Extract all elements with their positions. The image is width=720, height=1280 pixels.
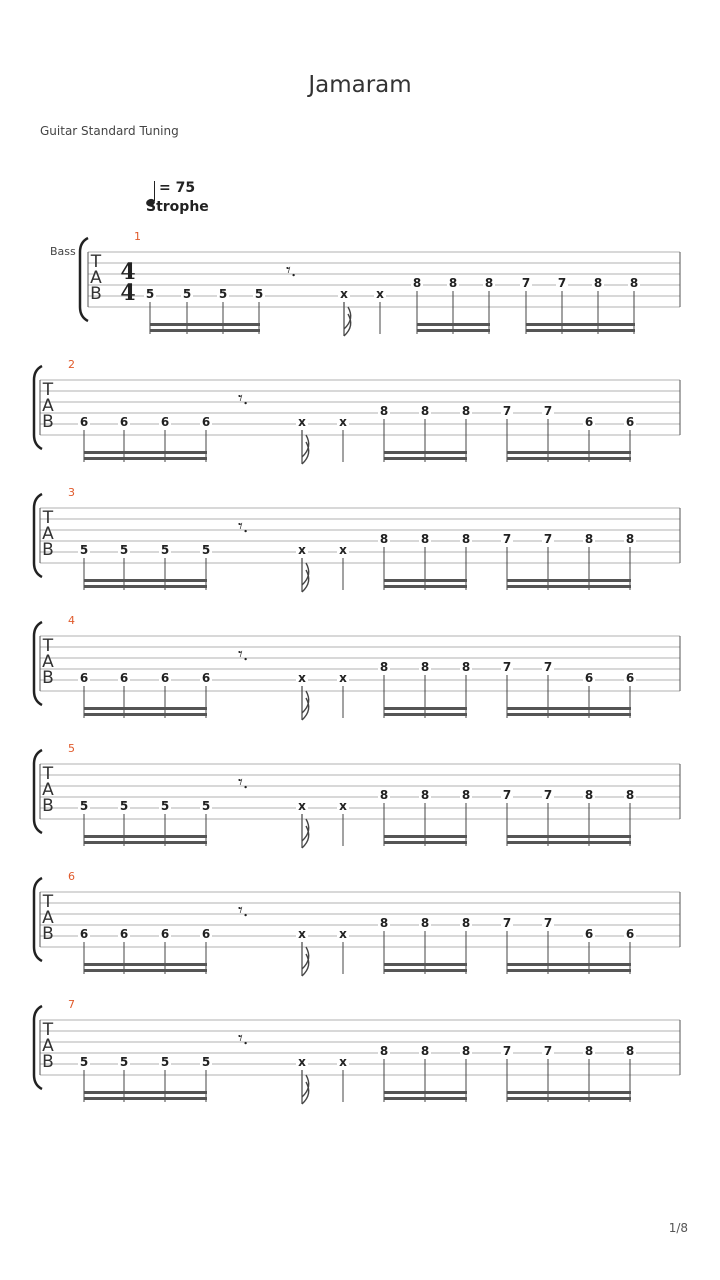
fret-number: 7 [543,788,553,802]
fret-number: 5 [201,1055,211,1069]
fret-number: 8 [484,276,494,290]
note-beam [84,963,207,966]
fret-number: 7 [521,276,531,290]
dead-note: x [339,671,347,685]
fret-number: 6 [584,415,594,429]
dead-note: x [376,287,384,301]
fret-number: 5 [79,543,89,557]
dead-note: x [298,927,306,941]
fret-number: 6 [201,671,211,685]
note-beam [384,451,467,454]
fret-number: 8 [420,532,430,546]
tempo-bpm: 75 [175,180,196,196]
fret-number: 6 [79,415,89,429]
fret-number: 5 [145,287,155,301]
fret-number: 8 [461,1044,471,1058]
tab-clef-letter: B [42,668,54,688]
note-beam [384,1091,467,1094]
dead-note: x [298,799,306,813]
fret-number: 5 [201,799,211,813]
instrument-label: Bass [50,245,76,258]
eighth-rest-icon: 𝄾. [238,772,249,793]
dead-note: x [339,415,347,429]
tab-clef-letter: B [42,540,54,560]
note-beam [384,457,467,460]
fret-number: 8 [420,404,430,418]
tempo-equals: = [159,180,171,196]
note-beam [84,707,207,710]
note-beam [507,451,631,454]
note-beam [526,329,635,332]
tab-clef-letter: T [42,508,54,528]
tab-clef-letter: B [42,1052,54,1072]
fret-number: 8 [379,788,389,802]
fret-number: 6 [160,671,170,685]
tab-clef-letter: B [42,412,54,432]
fret-number: 6 [119,927,129,941]
note-beam [384,707,467,710]
dead-note: x [298,415,306,429]
fret-number: 8 [448,276,458,290]
dead-note: x [298,671,306,685]
note-beam [84,835,207,838]
fret-number: 8 [420,1044,430,1058]
fret-number: 8 [420,660,430,674]
tab-clef-letter: A [42,652,54,672]
eighth-rest-icon: 𝄾. [238,644,249,665]
note-beam [507,1091,631,1094]
eighth-rest-icon: 𝄾. [238,516,249,537]
note-beam [507,579,631,582]
fret-number: 8 [379,532,389,546]
measure-number: 1 [134,230,141,243]
fret-number: 8 [461,916,471,930]
note-beam [384,713,467,716]
note-beam [507,841,631,844]
fret-number: 8 [379,916,389,930]
fret-number: 6 [160,927,170,941]
fret-number: 8 [584,532,594,546]
eighth-rest-icon: 𝄾. [238,1028,249,1049]
fret-number: 8 [420,788,430,802]
fret-number: 7 [557,276,567,290]
time-signature-top: 4 [120,259,136,285]
system-bracket [34,1006,42,1089]
dead-note: x [339,543,347,557]
note-beam [417,329,490,332]
fret-number: 8 [379,1044,389,1058]
fret-number: 5 [79,1055,89,1069]
measure-number: 7 [68,998,75,1011]
tab-clef-letter: B [90,284,102,304]
fret-number: 7 [502,532,512,546]
fret-number: 7 [502,660,512,674]
fret-number: 7 [543,660,553,674]
fret-number: 8 [461,404,471,418]
note-beam [84,585,207,588]
tab-clef-letter: A [42,524,54,544]
song-title: Jamaram [308,72,412,98]
eighth-rest-icon: 𝄾. [238,900,249,921]
tab-clef-letter: A [42,396,54,416]
fret-number: 5 [218,287,228,301]
fret-number: 8 [625,788,635,802]
dead-note: x [298,543,306,557]
system-bracket [34,494,42,577]
fret-number: 5 [160,1055,170,1069]
note-beam [384,579,467,582]
fret-number: 6 [584,927,594,941]
fret-number: 8 [625,1044,635,1058]
note-beam [507,713,631,716]
tab-clef-letter: B [42,924,54,944]
dead-note: x [339,799,347,813]
measure-number: 5 [68,742,75,755]
note-beam [507,707,631,710]
eighth-rest-icon: 𝄾. [286,260,297,281]
note-beam [384,969,467,972]
fret-number: 8 [629,276,639,290]
fret-number: 6 [160,415,170,429]
fret-number: 6 [119,671,129,685]
system-bracket [34,622,42,705]
fret-number: 5 [201,543,211,557]
eighth-rest-icon: 𝄾. [238,388,249,409]
fret-number: 8 [625,532,635,546]
fret-number: 8 [461,788,471,802]
measure-number: 2 [68,358,75,371]
note-beam [84,457,207,460]
tab-clef-letter: T [42,380,54,400]
dead-note: x [339,1055,347,1069]
fret-number: 7 [502,916,512,930]
measure-number: 3 [68,486,75,499]
note-beam [84,969,207,972]
tuning-label: Guitar Standard Tuning [40,124,179,138]
dead-note: x [340,287,348,301]
fret-number: 5 [119,1055,129,1069]
tab-clef-letter: T [90,252,102,272]
tab-clef-letter: B [42,796,54,816]
note-beam [384,841,467,844]
tab-clef-letter: T [42,1020,54,1040]
fret-number: 8 [412,276,422,290]
note-beam [507,457,631,460]
note-beam [84,1091,207,1094]
note-beam [84,1097,207,1100]
system-bracket [34,750,42,833]
note-beam [384,835,467,838]
fret-number: 8 [584,788,594,802]
fret-number: 8 [420,916,430,930]
tab-clef-letter: T [42,892,54,912]
note-beam [384,1097,467,1100]
dead-note: x [298,1055,306,1069]
note-beam [384,585,467,588]
note-beam [84,579,207,582]
fret-number: 6 [79,671,89,685]
note-beam [150,329,260,332]
tab-clef-letter: T [42,636,54,656]
note-beam [84,713,207,716]
fret-number: 7 [543,532,553,546]
fret-number: 6 [625,927,635,941]
fret-number: 8 [461,532,471,546]
fret-number: 6 [625,671,635,685]
fret-number: 6 [201,927,211,941]
note-beam [150,323,260,326]
fret-number: 5 [119,799,129,813]
note-beam [507,969,631,972]
tab-clef-letter: A [90,268,102,288]
fret-number: 6 [584,671,594,685]
fret-number: 8 [379,660,389,674]
section-label: Strophe [146,199,209,215]
note-beam [507,963,631,966]
note-beam [507,1097,631,1100]
fret-number: 7 [502,788,512,802]
note-beam [507,585,631,588]
fret-number: 8 [379,404,389,418]
note-beam [84,451,207,454]
tab-clef-letter: A [42,780,54,800]
fret-number: 5 [182,287,192,301]
system-bracket [34,366,42,449]
fret-number: 7 [543,1044,553,1058]
measure-number: 4 [68,614,75,627]
note-beam [526,323,635,326]
fret-number: 8 [593,276,603,290]
fret-number: 5 [79,799,89,813]
fret-number: 6 [119,415,129,429]
note-beam [507,835,631,838]
fret-number: 5 [160,543,170,557]
fret-number: 6 [79,927,89,941]
fret-number: 5 [160,799,170,813]
fret-number: 7 [543,404,553,418]
fret-number: 5 [119,543,129,557]
fret-number: 8 [461,660,471,674]
page-number: 1/8 [668,1221,688,1235]
system-bracket [80,238,88,321]
tab-clef-letter: T [42,764,54,784]
fret-number: 5 [254,287,264,301]
note-beam [84,841,207,844]
fret-number: 7 [543,916,553,930]
fret-number: 6 [201,415,211,429]
system-bracket [34,878,42,961]
tab-clef-letter: A [42,908,54,928]
fret-number: 8 [584,1044,594,1058]
note-beam [417,323,490,326]
fret-number: 7 [502,1044,512,1058]
fret-number: 6 [625,415,635,429]
measure-number: 6 [68,870,75,883]
dead-note: x [339,927,347,941]
time-signature-bottom: 4 [120,280,136,306]
tab-clef-letter: A [42,1036,54,1056]
fret-number: 7 [502,404,512,418]
note-beam [384,963,467,966]
